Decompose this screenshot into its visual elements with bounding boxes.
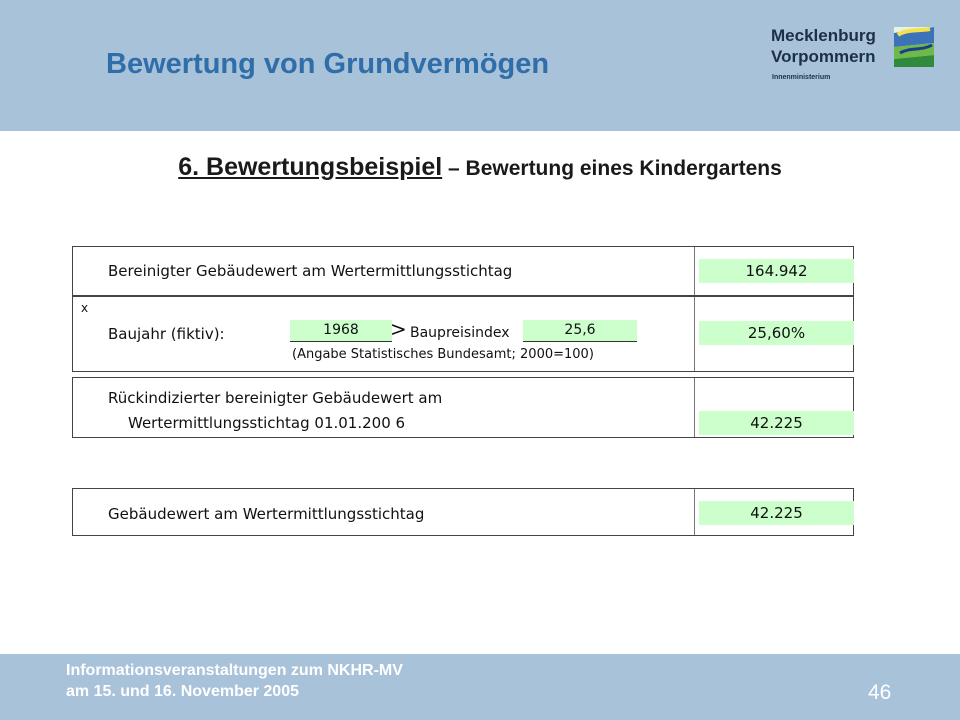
state-logo (768, 22, 938, 92)
arrow-glyph: > (390, 317, 407, 341)
row-baupreisindex (72, 296, 854, 372)
baujahr-value: 1968 (290, 320, 392, 342)
value-cell: 42.225 (699, 501, 854, 525)
row-rueckindizierter-wert (72, 377, 854, 438)
row-label-line1: Rückindizierter bereinigter Gebäudewert am (108, 389, 443, 407)
logo-text-line2: Vorpommern (771, 47, 876, 66)
column-divider (694, 489, 695, 535)
footer-line1: Informationsveranstaltungen zum NKHR-MV (66, 662, 403, 679)
logo-text-line1: Mecklenburg (771, 26, 876, 45)
page-title: Bewertung von Grundvermögen (106, 48, 550, 80)
example-subtitle: – Bewertung eines Kindergartens (442, 157, 782, 180)
page-number: 46 (868, 681, 892, 704)
value-cell: 25,60% (699, 321, 854, 345)
footer-band (0, 654, 960, 720)
row-label-line2: Wertermittlungsstichtag 01.01.200 6 (128, 414, 406, 432)
multiply-operator: x (81, 301, 89, 315)
section-heading (0, 153, 960, 182)
column-divider (694, 297, 695, 371)
baujahr-label: Baujahr (fiktiv): (108, 325, 225, 343)
row-label: Bereinigter Gebäudewert am Wertermittlungsstichtag (108, 262, 513, 280)
baupreisindex-label: Baupreisindex (410, 325, 510, 341)
footer-line2: am 15. und 16. November 2005 (66, 683, 299, 700)
logo-emblem-icon (892, 25, 936, 69)
example-title: 6. Bewertungsbeispiel (178, 153, 443, 181)
value-cell: 42.225 (699, 411, 854, 435)
header-band (0, 0, 960, 131)
column-divider (694, 247, 695, 295)
row-label: Gebäudewert am Wertermittlungsstichtag (108, 505, 425, 523)
footer-text (66, 660, 403, 702)
row-gebaeudewert (72, 488, 854, 536)
baupreisindex-value: 25,6 (523, 320, 637, 342)
value-cell: 164.942 (699, 259, 854, 283)
column-divider (694, 378, 695, 437)
logo-text-line3: Innenministerium (772, 74, 831, 81)
source-note: (Angabe Statistisches Bundesamt; 2000=100) (292, 347, 594, 362)
row-bereinigter-gebaeudewert (72, 246, 854, 296)
